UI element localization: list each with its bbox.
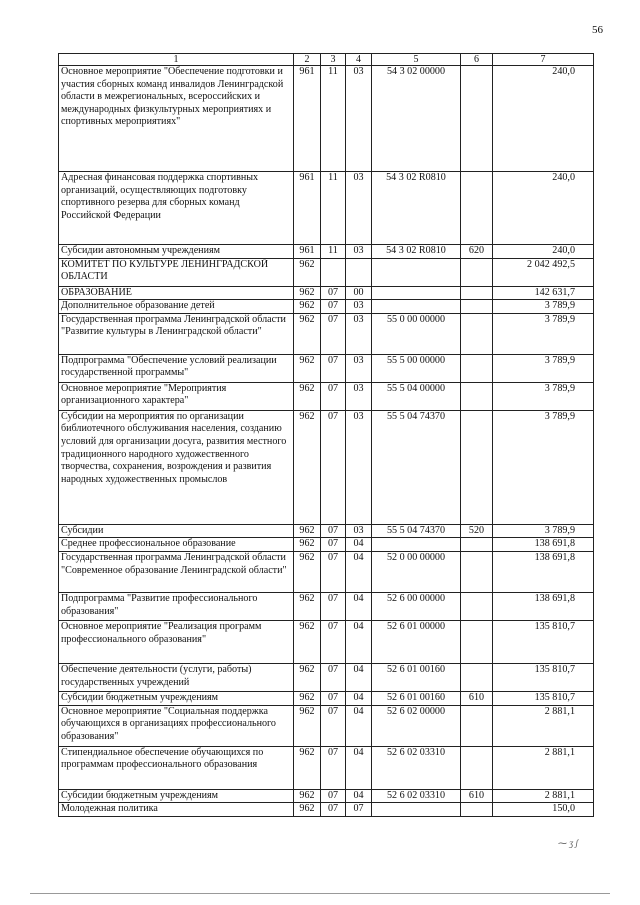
cell-pr: 03 [346, 300, 372, 314]
cell-ved: 961 [294, 66, 321, 172]
cell-rz: 11 [321, 172, 346, 245]
cell-ved: 962 [294, 746, 321, 789]
cell-name: Основное мероприятие "Реализация программ профессионального образования" [59, 620, 294, 663]
cell-name: Подпрограмма "Развитие профессионального образования" [59, 592, 294, 620]
cell-csr: 52 6 02 03310 [372, 746, 461, 789]
cell-sum: 240,0 [493, 66, 594, 172]
cell-vr [461, 551, 493, 592]
cell-rz: 07 [321, 410, 346, 524]
cell-name: Государственная программа Ленинградской области "Современное образование Ленинградской области" [59, 551, 294, 592]
table-body [59, 66, 594, 817]
cell-rz: 07 [321, 300, 346, 314]
cell-ved: 961 [294, 245, 321, 259]
cell-pr: 04 [346, 592, 372, 620]
cell-name: Среднее профессиональное образование [59, 538, 294, 552]
cell-name: Дополнительное образование детей [59, 300, 294, 314]
cell-name: Субсидии [59, 524, 294, 538]
table-row [59, 524, 594, 538]
cell-sum: 135 810,7 [493, 691, 594, 705]
cell-csr: 52 6 01 00000 [372, 620, 461, 663]
cell-sum: 3 789,9 [493, 524, 594, 538]
cell-csr: 52 6 01 00160 [372, 691, 461, 705]
cell-name: Адресная финансовая поддержка спортивных организаций, осуществляющих подготовку спортивного резерва для сборных команд Российской Федерации [59, 172, 294, 245]
cell-name: ОБРАЗОВАНИЕ [59, 286, 294, 300]
cell-sum: 138 691,8 [493, 592, 594, 620]
cell-sum: 2 881,1 [493, 789, 594, 803]
cell-sum: 135 810,7 [493, 663, 594, 691]
cell-ved: 962 [294, 551, 321, 592]
cell-sum: 3 789,9 [493, 300, 594, 314]
table-row [59, 410, 594, 524]
cell-name: Государственная программа Ленинградской области "Развитие культуры в Ленинградской области" [59, 313, 294, 354]
header-col-2: 2 [294, 54, 321, 66]
cell-sum: 138 691,8 [493, 551, 594, 592]
cell-vr [461, 172, 493, 245]
cell-csr: 54 3 02 R0810 [372, 245, 461, 259]
cell-csr: 52 6 02 00000 [372, 705, 461, 746]
cell-pr: 04 [346, 663, 372, 691]
cell-rz: 07 [321, 620, 346, 663]
cell-rz: 07 [321, 354, 346, 382]
cell-sum: 240,0 [493, 172, 594, 245]
cell-pr [346, 258, 372, 286]
cell-rz [321, 258, 346, 286]
cell-csr: 52 0 00 00000 [372, 551, 461, 592]
table-row [59, 172, 594, 245]
cell-vr [461, 620, 493, 663]
table-row [59, 300, 594, 314]
cell-pr: 04 [346, 746, 372, 789]
cell-sum: 2 881,1 [493, 705, 594, 746]
table-row [59, 538, 594, 552]
header-col-4: 4 [346, 54, 372, 66]
cell-ved: 962 [294, 286, 321, 300]
cell-ved: 962 [294, 789, 321, 803]
cell-csr: 55 5 00 00000 [372, 354, 461, 382]
cell-vr [461, 300, 493, 314]
cell-pr: 03 [346, 313, 372, 354]
cell-vr [461, 410, 493, 524]
cell-ved: 962 [294, 410, 321, 524]
cell-csr: 55 5 04 00000 [372, 382, 461, 410]
cell-sum: 3 789,9 [493, 354, 594, 382]
header-col-7: 7 [493, 54, 594, 66]
cell-rz: 07 [321, 286, 346, 300]
table-row [59, 245, 594, 259]
cell-ved: 962 [294, 803, 321, 817]
cell-sum: 142 631,7 [493, 286, 594, 300]
cell-pr: 03 [346, 66, 372, 172]
header-col-5: 5 [372, 54, 461, 66]
cell-name: Субсидии на мероприятия по организации библиотечного обслуживания населения, созданию условий для организации досуга, развития местного традиционного народного художественного творчества, сохранения, возрождения и развития народных художественных промыслов [59, 410, 294, 524]
table-header-row [59, 54, 594, 66]
cell-ved: 962 [294, 538, 321, 552]
cell-sum: 3 789,9 [493, 382, 594, 410]
cell-sum: 3 789,9 [493, 410, 594, 524]
handwritten-mark: ⁓ ʒ ʃ [558, 838, 579, 848]
cell-csr [372, 286, 461, 300]
cell-ved: 962 [294, 705, 321, 746]
cell-ved: 962 [294, 313, 321, 354]
cell-pr: 04 [346, 705, 372, 746]
page-number: 56 [592, 24, 603, 36]
cell-name: Стипендиальное обеспечение обучающихся по программам профессионального образования [59, 746, 294, 789]
budget-table [58, 53, 594, 817]
table-row [59, 663, 594, 691]
scan-edge-line [30, 893, 610, 894]
table-row [59, 258, 594, 286]
cell-ved: 962 [294, 592, 321, 620]
cell-vr [461, 354, 493, 382]
cell-csr: 52 6 02 03310 [372, 789, 461, 803]
header-col-6: 6 [461, 54, 493, 66]
table-row [59, 313, 594, 354]
cell-pr: 03 [346, 524, 372, 538]
cell-ved: 962 [294, 524, 321, 538]
table-row [59, 66, 594, 172]
cell-pr: 03 [346, 382, 372, 410]
cell-csr: 55 5 04 74370 [372, 410, 461, 524]
cell-sum: 150,0 [493, 803, 594, 817]
cell-vr [461, 66, 493, 172]
cell-pr: 00 [346, 286, 372, 300]
cell-name: Подпрограмма "Обеспечение условий реализации государственной программы" [59, 354, 294, 382]
cell-ved: 962 [294, 354, 321, 382]
cell-ved: 962 [294, 382, 321, 410]
cell-csr: 52 6 01 00160 [372, 663, 461, 691]
cell-csr: 55 0 00 00000 [372, 313, 461, 354]
cell-pr: 03 [346, 354, 372, 382]
cell-vr [461, 286, 493, 300]
cell-sum: 135 810,7 [493, 620, 594, 663]
cell-ved: 962 [294, 300, 321, 314]
cell-rz: 11 [321, 245, 346, 259]
cell-pr: 07 [346, 803, 372, 817]
table-row [59, 286, 594, 300]
table-row [59, 620, 594, 663]
cell-sum: 2 042 492,5 [493, 258, 594, 286]
cell-vr [461, 538, 493, 552]
cell-pr: 04 [346, 789, 372, 803]
cell-vr [461, 663, 493, 691]
cell-rz: 07 [321, 382, 346, 410]
cell-ved: 961 [294, 172, 321, 245]
cell-name: Субсидии бюджетным учреждениям [59, 691, 294, 705]
table-row [59, 746, 594, 789]
cell-csr: 55 5 04 74370 [372, 524, 461, 538]
cell-rz: 07 [321, 551, 346, 592]
cell-vr [461, 382, 493, 410]
table-row [59, 551, 594, 592]
table-row [59, 691, 594, 705]
table-row [59, 382, 594, 410]
cell-name: Основное мероприятие "Социальная поддержка обучающихся в организациях профессионального образования" [59, 705, 294, 746]
cell-csr: 52 6 00 00000 [372, 592, 461, 620]
cell-ved: 962 [294, 620, 321, 663]
cell-rz: 07 [321, 789, 346, 803]
cell-csr: 54 3 02 00000 [372, 66, 461, 172]
cell-csr [372, 803, 461, 817]
table-row [59, 705, 594, 746]
cell-rz: 07 [321, 538, 346, 552]
cell-vr [461, 592, 493, 620]
table-row [59, 354, 594, 382]
cell-sum: 240,0 [493, 245, 594, 259]
cell-csr [372, 300, 461, 314]
cell-pr: 04 [346, 551, 372, 592]
cell-name: КОМИТЕТ ПО КУЛЬТУРЕ ЛЕНИНГРАДСКОЙ ОБЛАСТИ [59, 258, 294, 286]
header-col-1: 1 [59, 54, 294, 66]
cell-vr: 520 [461, 524, 493, 538]
cell-rz: 07 [321, 592, 346, 620]
cell-ved: 962 [294, 663, 321, 691]
cell-rz: 07 [321, 524, 346, 538]
cell-pr: 03 [346, 410, 372, 524]
cell-rz: 07 [321, 663, 346, 691]
cell-rz: 11 [321, 66, 346, 172]
cell-ved: 962 [294, 258, 321, 286]
cell-csr [372, 538, 461, 552]
cell-pr: 03 [346, 172, 372, 245]
cell-vr: 620 [461, 245, 493, 259]
cell-sum: 2 881,1 [493, 746, 594, 789]
cell-pr: 04 [346, 620, 372, 663]
cell-rz: 07 [321, 313, 346, 354]
cell-name: Обеспечение деятельности (услуги, работы) государственных учреждений [59, 663, 294, 691]
cell-rz: 07 [321, 803, 346, 817]
cell-name: Субсидии автономным учреждениям [59, 245, 294, 259]
cell-name: Молодежная политика [59, 803, 294, 817]
cell-rz: 07 [321, 746, 346, 789]
cell-sum: 3 789,9 [493, 313, 594, 354]
table-row [59, 803, 594, 817]
cell-pr: 04 [346, 538, 372, 552]
cell-vr [461, 746, 493, 789]
cell-csr: 54 3 02 R0810 [372, 172, 461, 245]
cell-pr: 04 [346, 691, 372, 705]
cell-csr [372, 258, 461, 286]
cell-ved: 962 [294, 691, 321, 705]
cell-vr: 610 [461, 691, 493, 705]
cell-pr: 03 [346, 245, 372, 259]
cell-rz: 07 [321, 705, 346, 746]
cell-name: Основное мероприятие "Обеспечение подготовки и участия сборных команд инвалидов Ленинградской области в межрегиональных, всероссийских и международных физкультурных мероприятиях и спортивных мероприятиях" [59, 66, 294, 172]
cell-rz: 07 [321, 691, 346, 705]
cell-vr [461, 258, 493, 286]
cell-vr: 610 [461, 789, 493, 803]
header-col-3: 3 [321, 54, 346, 66]
cell-vr [461, 705, 493, 746]
cell-vr [461, 803, 493, 817]
table-row [59, 789, 594, 803]
table-row [59, 592, 594, 620]
cell-sum: 138 691,8 [493, 538, 594, 552]
cell-vr [461, 313, 493, 354]
cell-name: Субсидии бюджетным учреждениям [59, 789, 294, 803]
cell-name: Основное мероприятие "Мероприятия организационного характера" [59, 382, 294, 410]
